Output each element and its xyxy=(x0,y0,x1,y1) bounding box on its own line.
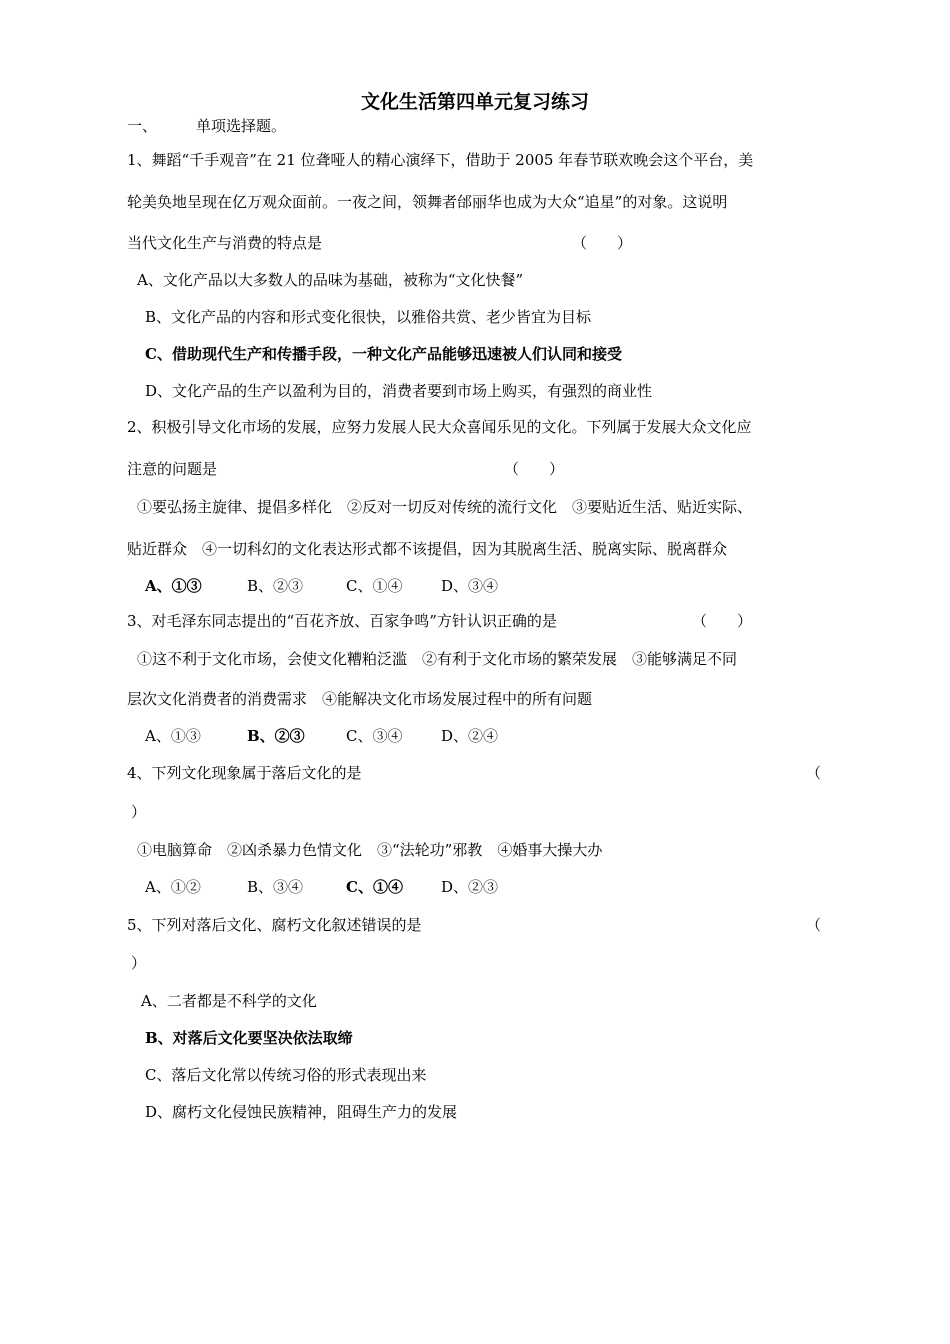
question-5-option-b: B、对落后文化要坚决依法取缔 xyxy=(145,1029,353,1047)
question-1-line-2: 轮美奂地呈现在亿万观众面前。一夜之间，领舞者邰丽华也成为大众“追星”的对象。这说明 xyxy=(127,193,728,211)
question-2-option-a: A、①③ xyxy=(145,577,202,595)
section-number: 一、 xyxy=(127,117,158,135)
question-3-option-a: A、①③ xyxy=(145,727,201,745)
question-3-option-c: C、③④ xyxy=(346,727,403,745)
question-2-line-2: 注意的问题是 xyxy=(127,460,218,478)
question-2-line-3: ①要弘扬主旋律、提倡多样化 ②反对一切反对传统的流行文化 ③要贴近生活、贴近实际、 xyxy=(137,498,753,516)
question-4-option-d: D、②③ xyxy=(441,878,499,896)
question-2-option-d: D、③④ xyxy=(441,577,499,595)
question-5-line-1: 5、下列对落后文化、腐朽文化叙述错误的是 xyxy=(127,916,422,934)
question-2-option-c: C、①④ xyxy=(346,577,403,595)
question-4-option-c: C、①④ xyxy=(346,878,403,896)
question-4-option-a: A、①② xyxy=(145,878,201,896)
question-4-paren-open: （ xyxy=(806,764,822,782)
question-2-answer-blank: （ ） xyxy=(504,460,565,478)
question-1-answer-blank: （ ） xyxy=(572,234,633,252)
question-2-option-b: B、②③ xyxy=(247,577,304,595)
question-5-paren-open: （ xyxy=(806,916,822,934)
question-3-answer-blank: （ ） xyxy=(692,612,753,630)
question-5-paren-close: ） xyxy=(131,954,147,972)
question-3-option-d: D、②④ xyxy=(441,727,499,745)
question-4-line-1: 4、下列文化现象属于落后文化的是 xyxy=(127,764,362,782)
question-2-line-1: 2、积极引导文化市场的发展，应努力发展人民大众喜闻乐见的文化。下列属于发展大众文化应 xyxy=(127,418,752,436)
question-2-line-4: 贴近群众 ④一切科幻的文化表达形式都不该提倡，因为其脱离生活、脱离实际、脱离群众 xyxy=(127,540,728,558)
question-3-line-3: 层次文化消费者的消费需求 ④能解决文化市场发展过程中的所有问题 xyxy=(127,690,593,708)
question-5-option-c: C、落后文化常以传统习俗的形式表现出来 xyxy=(145,1066,427,1084)
question-1-option-b: B、文化产品的内容和形式变化很快，以雅俗共赏、老少皆宜为目标 xyxy=(145,308,592,326)
question-3-line-1: 3、对毛泽东同志提出的“百花齐放、百家争鸣”方针认识正确的是 xyxy=(127,612,557,630)
question-1-option-d: D、文化产品的生产以盈利为目的，消费者要到市场上购买，有强烈的商业性 xyxy=(145,382,653,400)
question-1-option-c: C、借助现代生产和传播手段，一种文化产品能够迅速被人们认同和接受 xyxy=(145,345,622,363)
page-title: 文化生活第四单元复习练习 xyxy=(360,91,589,113)
question-4-line-2: ①电脑算命 ②凶杀暴力色情文化 ③“法轮功”邪教 ④婚事大操大办 xyxy=(137,841,603,859)
question-1-line-3: 当代文化生产与消费的特点是 xyxy=(127,234,323,252)
question-4-paren-close: ） xyxy=(131,803,147,821)
question-4-option-b: B、③④ xyxy=(247,878,304,896)
question-3-option-b: B、②③ xyxy=(247,727,305,745)
section-label: 单项选择题。 xyxy=(196,117,287,135)
question-1-line-1: 1、舞蹈“千手观音”在 21 位聋哑人的精心演绎下，借助于 2005 年春节联欢晚会这个平台，美 xyxy=(127,151,754,169)
question-5-option-d: D、腐朽文化侵蚀民族精神，阻碍生产力的发展 xyxy=(145,1103,458,1121)
question-1-option-a: A、文化产品以大多数人的品味为基础，被称为“文化快餐” xyxy=(137,271,524,289)
question-3-line-2: ①这不利于文化市场，会使文化糟粕泛滥 ②有利于文化市场的繁荣发展 ③能够满足不同 xyxy=(137,650,738,668)
question-5-option-a: A、二者都是不科学的文化 xyxy=(141,992,317,1010)
